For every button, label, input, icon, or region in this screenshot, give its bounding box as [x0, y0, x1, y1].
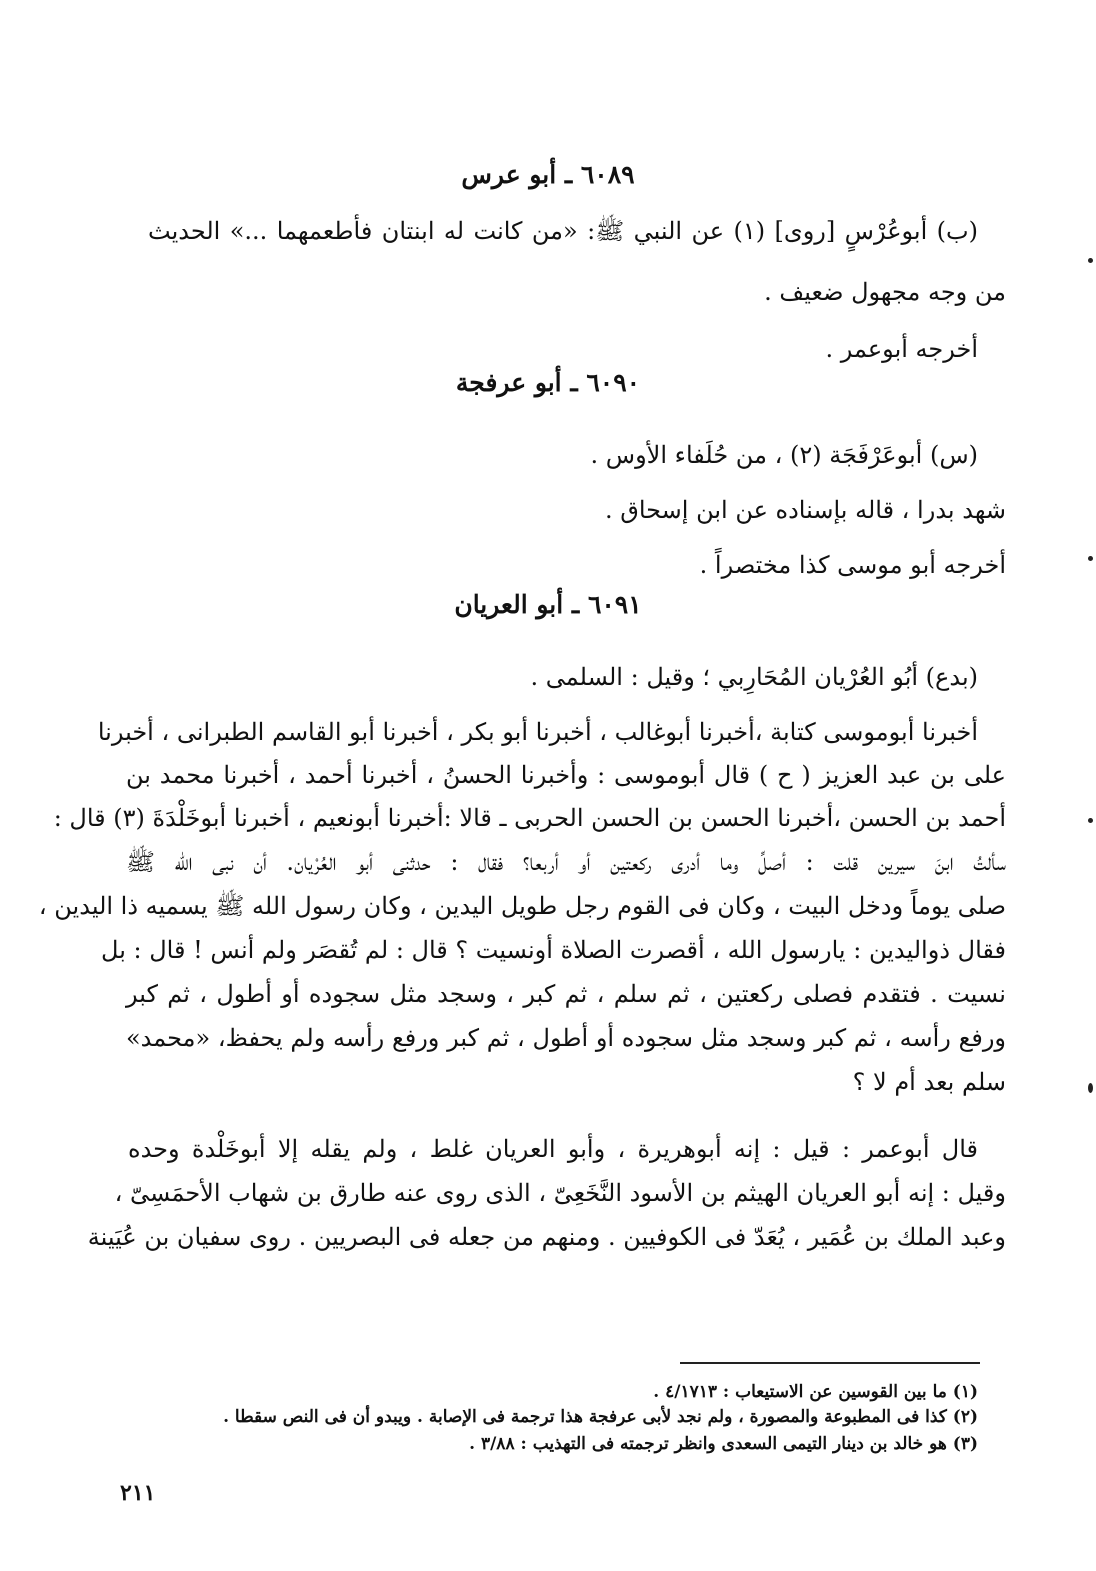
entry-6091-line-13: وعبد الملك بن عُمَير ، يُعَدّ فى الكوفيين . ومنهم من جعله فى البصريين . روى سفيان بن عُيَينة	[87, 1223, 1006, 1251]
margin-dot	[1088, 1083, 1093, 1093]
footnote-2: (٢) كذا فى المطبوعة والمصورة ، ولم نجد لأبى عرفجة هذا ترجمة فى الإصابة . ويبدو أن فى النص سقطا .	[223, 1407, 978, 1427]
entry-6091-line-10: سلم بعد أم لا ؟	[852, 1068, 1006, 1096]
footnote-1: (١) ما بين القوسين عن الاستيعاب : ٤/١٧١٣ .	[653, 1382, 978, 1402]
entry-6091-line-4: أحمد بن الحسن ،أخبرنا الحسن بن الحسن الحربى ـ قالا :أخبرنا أبونعيم ، أخبرنا أبوخَلْدَةَ (٣) قال :	[53, 804, 1006, 832]
footnote-3: (٣) هو خالد بن دينار التيمى السعدى وانظر ترجمته فى التهذيب : ٣/٨٨ .	[469, 1434, 978, 1454]
entry-heading-6089: ٦٠٨٩ ـ أبو عرس	[461, 160, 635, 189]
entry-6089-line-3: أخرجه أبوعمر .	[825, 335, 978, 363]
entry-heading-6091: ٦٠٩١ ـ أبو العريان	[454, 590, 642, 619]
entry-6089-line-2: من وجه مجهول ضعيف .	[764, 278, 1006, 306]
page-number: ٢١١	[120, 1480, 156, 1506]
margin-dot	[1088, 258, 1093, 263]
entry-6091-line-8: نسيت . فتقدم فصلى ركعتين ، ثم سلم ، ثم كبر ، وسجد مثل سجوده أو أطول ، ثم كبر	[126, 980, 1006, 1008]
margin-dot	[1088, 556, 1093, 561]
entry-6091-line-12: وقيل : إنه أبو العريان الهيثم بن الأسود النَّخَعِىّ ، الذى روى عنه طارق بن شهاب الأحمَسِىّ ،	[114, 1179, 1006, 1207]
entry-6089-line-1: (ب) أبوعُرْسٍ [روى] (١) عن النبي ﷺ: «من كانت له ابنتان فأطعمهما ...» الحديث	[148, 217, 978, 245]
entry-6091-line-2: أخبرنا أبوموسى كتابة ،أخبرنا أبوغالب ، أخبرنا أبو بكر ، أخبرنا أبو القاسم الطبرانى ، أخبرنا	[97, 718, 978, 746]
entry-6091-line-6: صلى يوماً ودخل البيت ، وكان فى القوم رجل طويل اليدين ، وكان رسول الله ﷺ يسميه ذا اليدين ،	[38, 892, 1006, 920]
entry-6091-line-11: قال أبوعمر : قيل : إنه أبوهريرة ، وأبو العريان غلط ، ولم يقله إلا أبوخَلْدة وحده	[128, 1135, 978, 1163]
entry-6091-line-7: فقال ذواليدين : يارسول الله ، أقصرت الصلاة أونسيت ؟ قال : لم تُقصَر ولم أنس ! قال : بل	[101, 936, 1006, 964]
footnote-separator	[680, 1362, 980, 1364]
entry-6090-line-1: (س) أبوعَرْفَجَة (٢) ، من حُلَفاء الأوس .	[590, 441, 978, 469]
entry-6090-line-3: أخرجه أبو موسى كذا مختصراً .	[699, 551, 1006, 579]
entry-6091-line-1: (بدع) أبُو العُرْيان المُحَارِبي ؛ وقيل : السلمى .	[530, 663, 978, 691]
entry-6091-line-3: على بن عبد العزيز ( ح ) قال أبوموسى : وأخبرنا الحسنُ ، أخبرنا أحمد ، أخبرنا محمد بن	[126, 761, 1007, 789]
entry-heading-6090: ٦٠٩٠ ـ أبو عرفجة	[455, 368, 641, 397]
entry-6090-line-2: شهد بدرا ، قاله بإسناده عن ابن إسحاق .	[604, 496, 1006, 524]
margin-dot	[1088, 818, 1093, 823]
entry-6091-line-9: ورفع رأسه ، ثم كبر وسجد مثل سجوده أو أطول ، ثم كبر ورفع رأسه ولم يحفظ، «محمد»	[126, 1024, 1007, 1052]
entry-6091-line-5: سألتُ ابنَ سيرين قلت : أصلِّ وما أدرى ركعتين أو أربعا؟ فقال : حدثنى أبو العُرْيان. أن نبى الله ﷺ	[126, 848, 1006, 876]
